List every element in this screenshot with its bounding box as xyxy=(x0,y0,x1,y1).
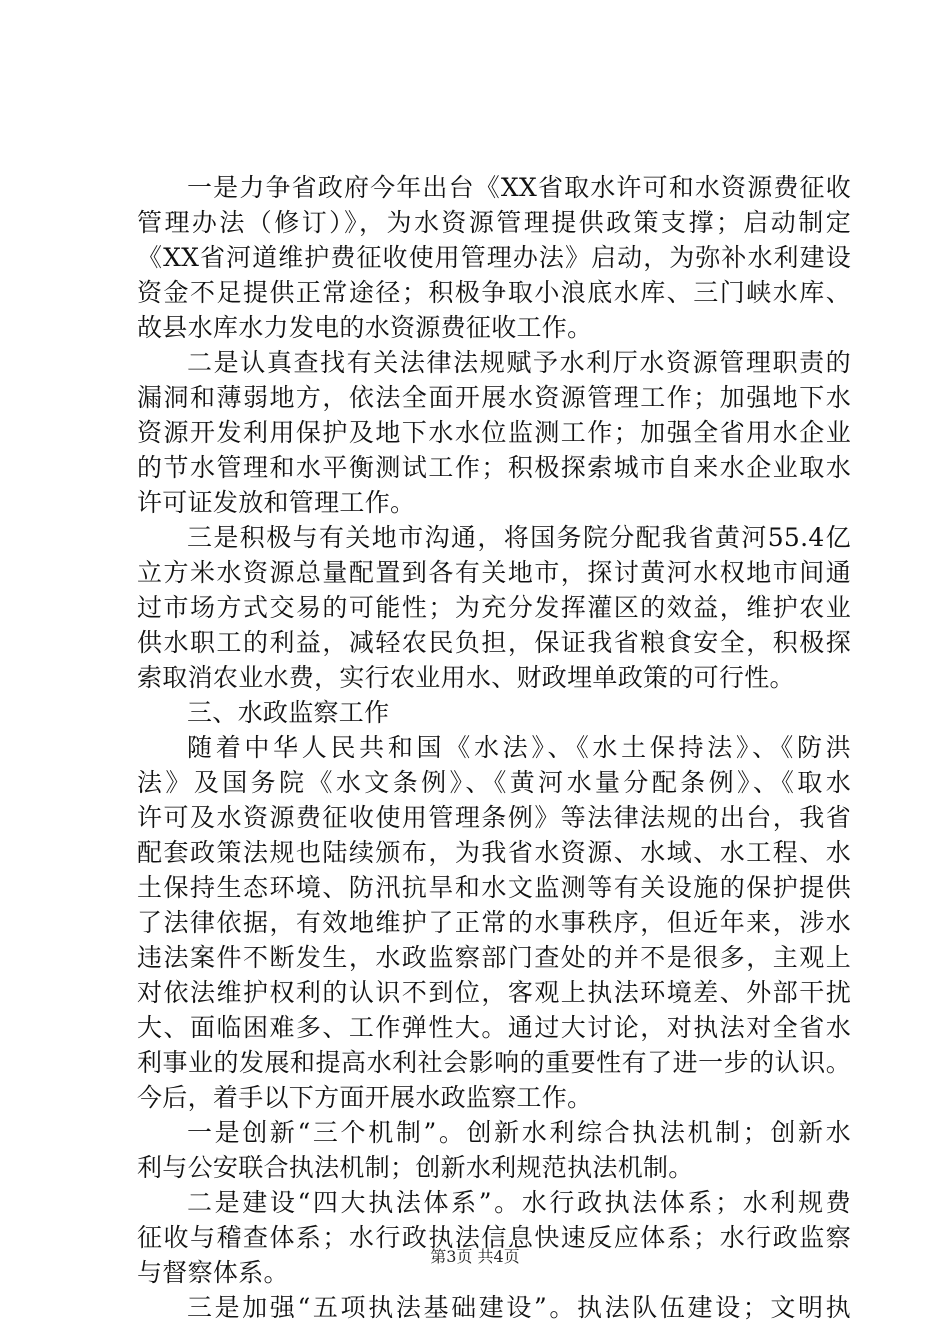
text-line: 违法案件不断发生，水政监察部门查处的并不是很多，主观上 xyxy=(137,943,851,972)
text-line: 与督察体系。 xyxy=(137,1258,289,1287)
text-line: 《XX省河道维护费征收使用管理办法》启动，为弥补水利建设 xyxy=(137,243,851,272)
text-line: 配套政策法规也陆续颁布，为我省水资源、水域、水工程、水 xyxy=(137,838,851,867)
text-line: 一是力争省政府今年出台《XX省取水许可和水资源费征收 xyxy=(187,173,851,202)
text-line: 一是创新“三个机制”。创新水利综合执法机制；创新水 xyxy=(187,1118,851,1147)
text-line: 今后，着手以下方面开展水政监察工作。 xyxy=(137,1083,593,1112)
text-line: 土保持生态环境、防汛抗旱和水文监测等有关设施的保护提供 xyxy=(137,873,851,902)
text-line: 供水职工的利益，减轻农民负担，保证我省粮食安全，积极探 xyxy=(137,628,851,657)
text-line: 故县水库水力发电的水资源费征收工作。 xyxy=(137,313,593,342)
page-footer xyxy=(0,1247,950,1267)
text-line: 漏洞和薄弱地方，依法全面开展水资源管理工作；加强地下水 xyxy=(137,383,851,412)
text-line: 许可及水资源费征收使用管理条例》等法律法规的出台，我省 xyxy=(137,803,851,832)
text-line: 征收与稽查体系；水行政执法信息快速反应体系；水行政监察 xyxy=(137,1223,851,1252)
text-line: 利与公安联合执法机制；创新水利规范执法机制。 xyxy=(137,1153,694,1182)
text-line: 资金不足提供正常途径；积极争取小浪底水库、三门峡水库、 xyxy=(137,278,851,307)
text-line: 三是加强“五项执法基础建设”。执法队伍建设；文明执 xyxy=(187,1293,851,1322)
text-line: 利事业的发展和提高水利社会影响的重要性有了进一步的认识。 xyxy=(137,1048,851,1077)
text-line: 资源开发利用保护及地下水水位监测工作；加强全省用水企业 xyxy=(137,418,851,447)
page-number: 第3页 共4页 xyxy=(430,1247,520,1266)
text-line: 三是积极与有关地市沟通，将国务院分配我省黄河55.4亿 xyxy=(187,523,851,552)
text-line: 了法律依据，有效地维护了正常的水事秩序，但近年来，涉水 xyxy=(137,908,851,937)
text-line: 管理办法（修订）》，为水资源管理提供政策支撑；启动制定 xyxy=(137,208,851,237)
text-line: 的节水管理和水平衡测试工作；积极探索城市自来水企业取水 xyxy=(137,453,851,482)
text-line: 索取消农业水费，实行农业用水、财政埋单政策的可行性。 xyxy=(137,663,795,692)
text-line: 对依法维护权利的认识不到位，客观上执法环境差、外部干扰 xyxy=(137,978,851,1007)
text-line: 二是认真查找有关法律法规赋予水利厅水资源管理职责的 xyxy=(187,348,851,377)
text-line: 许可证发放和管理工作。 xyxy=(137,488,416,517)
text-line: 过市场方式交易的可能性；为充分发挥灌区的效益，维护农业 xyxy=(137,593,851,622)
text-line: 大、面临困难多、工作弹性大。通过大讨论，对执法对全省水 xyxy=(137,1013,851,1042)
text-line: 法》及国务院《水文条例》、《黄河水量分配条例》、《取水 xyxy=(137,768,851,797)
text-line: 随着中华人民共和国《水法》、《水土保持法》、《防洪 xyxy=(187,733,851,762)
document-body xyxy=(137,170,851,1325)
text-line: 二是建设“四大执法体系”。水行政执法体系；水利规费 xyxy=(187,1188,851,1217)
text-line: 立方米水资源总量配置到各有关地市，探讨黄河水权地市间通 xyxy=(137,558,851,587)
text-line: 三、水政监察工作 xyxy=(187,698,390,727)
